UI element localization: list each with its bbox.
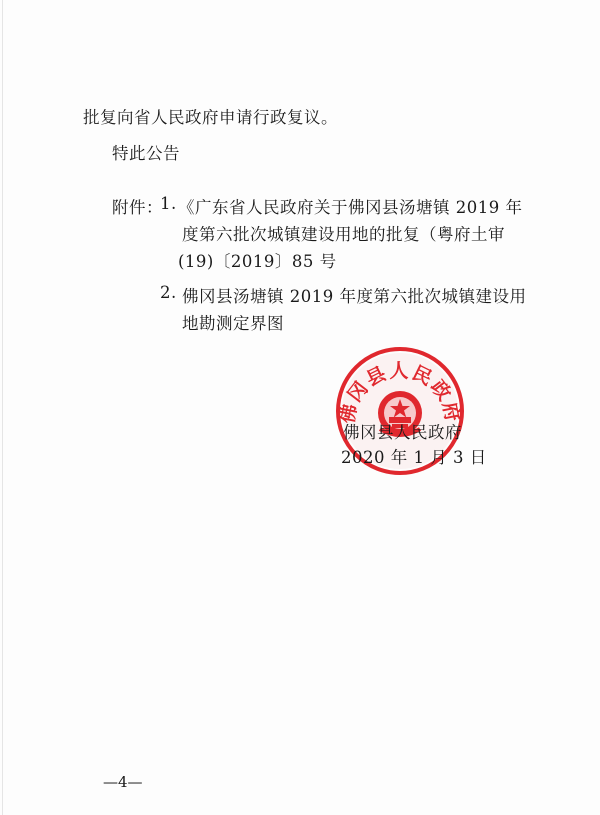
attachment-2-line-1: 佛冈县汤塘镇 2019 年度第六批次城镇建设用 [182,287,527,306]
seal-text: 佛冈县人民政府 [336,360,464,426]
body-line: 批复向省人民政府申请行政复议。 [83,108,338,127]
notice-text: 特此公告 [112,144,180,163]
attachment-2-number: 2. [160,283,177,302]
attachment-1-line-1: 《广东省人民政府关于佛冈县汤塘镇 2019 年 [178,198,523,217]
attachment-1-number: 1. [160,194,177,213]
attachment-1-line-3: (19)〔2019〕85 号 [178,252,337,271]
attachments-label: 附件： [112,198,163,217]
attachment-1-line-2: 度第六批次城镇建设用地的批复（粤府土审 [182,225,505,244]
signature-issuer: 佛冈县人民政府 [343,423,462,442]
attachment-2-line-2: 地勘测定界图 [182,314,284,333]
page-edge-left [2,0,3,815]
signature-date: 2020 年 1 月 3 日 [341,448,487,467]
page-number: —4— [103,773,143,791]
